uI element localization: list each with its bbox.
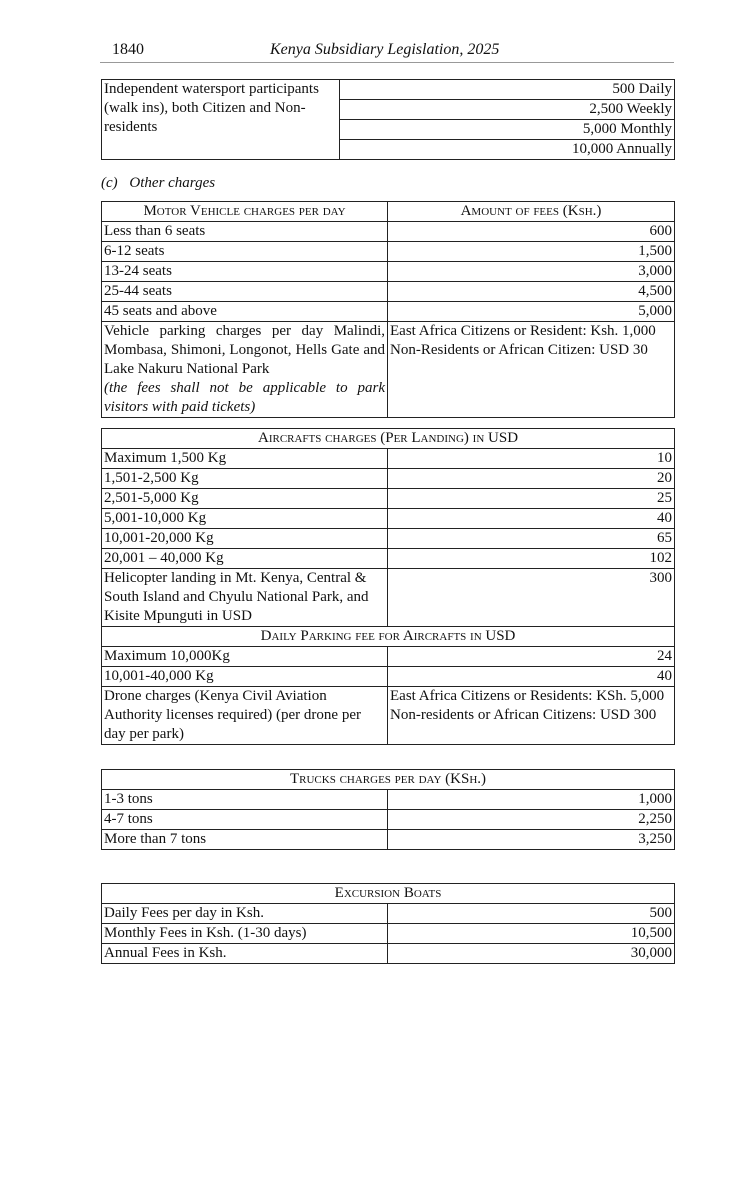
motor-vehicle-table <box>101 201 675 418</box>
table-row-label: 1-3 tons <box>102 790 388 810</box>
section-c-title: Other charges <box>129 175 216 191</box>
watersport-rate-monthly: 5,000 Monthly <box>340 120 675 140</box>
table-row-value: 10 <box>388 449 675 469</box>
aircraft-table <box>101 428 675 745</box>
vehicle-parking-cell <box>102 322 388 418</box>
motor-vehicle-col1-header: Motor Vehicle charges per day <box>102 202 388 222</box>
table-row-value: 102 <box>388 549 675 569</box>
table-row-label: 2,501-5,000 Kg <box>102 489 388 509</box>
table-row-value: 3,250 <box>388 830 675 850</box>
vehicle-parking-ea-fee: East Africa Citizens or Resident: Ksh. 1,000 <box>390 323 656 339</box>
table-row-label: 25-44 seats <box>102 282 388 302</box>
drone-nr-fee: Non-residents or African Citizens: USD 300 <box>390 707 657 723</box>
table-row-value: 20 <box>388 469 675 489</box>
table-row-value: 4,500 <box>388 282 675 302</box>
table-row-label: 4-7 tons <box>102 810 388 830</box>
drone-fees <box>388 687 675 745</box>
table-row-value: 30,000 <box>388 944 675 964</box>
running-title: Kenya Subsidiary Legislation, 2025 <box>270 41 500 58</box>
table-row-label: Maximum 10,000Kg <box>102 647 388 667</box>
aircraft-parking-title: Daily Parking fee for Aircrafts in USD <box>102 627 675 647</box>
helicopter-label: Helicopter landing in Mt. Kenya, Central & South Island and Chyulu National Park, and Kisite Mpunguti in USD <box>102 569 388 627</box>
table-row-label: 1,501-2,500 Kg <box>102 469 388 489</box>
table-row-value: 25 <box>388 489 675 509</box>
table-row-value: 10,500 <box>388 924 675 944</box>
drone-ea-fee: East Africa Citizens or Residents: KSh. 5,000 <box>390 688 665 704</box>
table-row-label: Maximum 1,500 Kg <box>102 449 388 469</box>
drone-label: Drone charges (Kenya Civil Aviation Authority licenses required) (per drone per day per park) <box>102 687 388 745</box>
table-row-value: 40 <box>388 667 675 687</box>
table-row-label: 20,001 – 40,000 Kg <box>102 549 388 569</box>
table-row-value: 2,250 <box>388 810 675 830</box>
table-row-label: 10,001-20,000 Kg <box>102 529 388 549</box>
table-row-value: 3,000 <box>388 262 675 282</box>
watersport-table <box>101 79 675 160</box>
page-number: 1840 <box>112 41 144 58</box>
table-row-label: 6-12 seats <box>102 242 388 262</box>
boats-title: Excursion Boats <box>102 884 675 904</box>
helicopter-value: 300 <box>388 569 675 627</box>
vehicle-parking-fees <box>388 322 675 418</box>
table-row-label: 45 seats and above <box>102 302 388 322</box>
table-row-value: 5,000 <box>388 302 675 322</box>
watersport-rate-daily: 500 Daily <box>340 80 675 100</box>
boats-table <box>101 883 675 964</box>
table-row-label: 10,001-40,000 Kg <box>102 667 388 687</box>
watersport-rate-weekly: 2,500 Weekly <box>340 100 675 120</box>
table-row-label: 13-24 seats <box>102 262 388 282</box>
trucks-title: Trucks charges per day (KSh.) <box>102 770 675 790</box>
vehicle-parking-nr-fee: Non-Residents or African Citizen: USD 30 <box>390 342 648 358</box>
table-row-value: 65 <box>388 529 675 549</box>
watersport-rate-annually: 10,000 Annually <box>340 140 675 160</box>
table-row-value: 500 <box>388 904 675 924</box>
table-row-value: 40 <box>388 509 675 529</box>
table-row-label: Less than 6 seats <box>102 222 388 242</box>
table-row-label: Annual Fees in Ksh. <box>102 944 388 964</box>
vehicle-parking-label: Vehicle parking charges per day Malindi, Mombasa, Shimoni, Longonot, Hells Gate and Lake Nakuru National Park <box>104 323 385 377</box>
watersport-label: Independent watersport participants (walk ins), both Citizen and Non-residents <box>102 80 340 160</box>
page-header <box>100 38 674 63</box>
table-row-label: Daily Fees per day in Ksh. <box>102 904 388 924</box>
table-row-value: 600 <box>388 222 675 242</box>
vehicle-parking-note: (the fees shall not be applicable to park visitors with paid tickets) <box>104 380 385 415</box>
table-row-value: 1,500 <box>388 242 675 262</box>
table-row-label: Monthly Fees in Ksh. (1-30 days) <box>102 924 388 944</box>
aircraft-title: Aircrafts charges (Per Landing) in USD <box>102 429 675 449</box>
motor-vehicle-col2-header: Amount of fees (Ksh.) <box>388 202 675 222</box>
section-c-letter: (c) <box>101 175 118 191</box>
table-row-label: More than 7 tons <box>102 830 388 850</box>
trucks-table <box>101 769 675 850</box>
table-row-value: 24 <box>388 647 675 667</box>
table-row-label: 5,001-10,000 Kg <box>102 509 388 529</box>
section-c-heading <box>101 174 215 193</box>
table-row-value: 1,000 <box>388 790 675 810</box>
